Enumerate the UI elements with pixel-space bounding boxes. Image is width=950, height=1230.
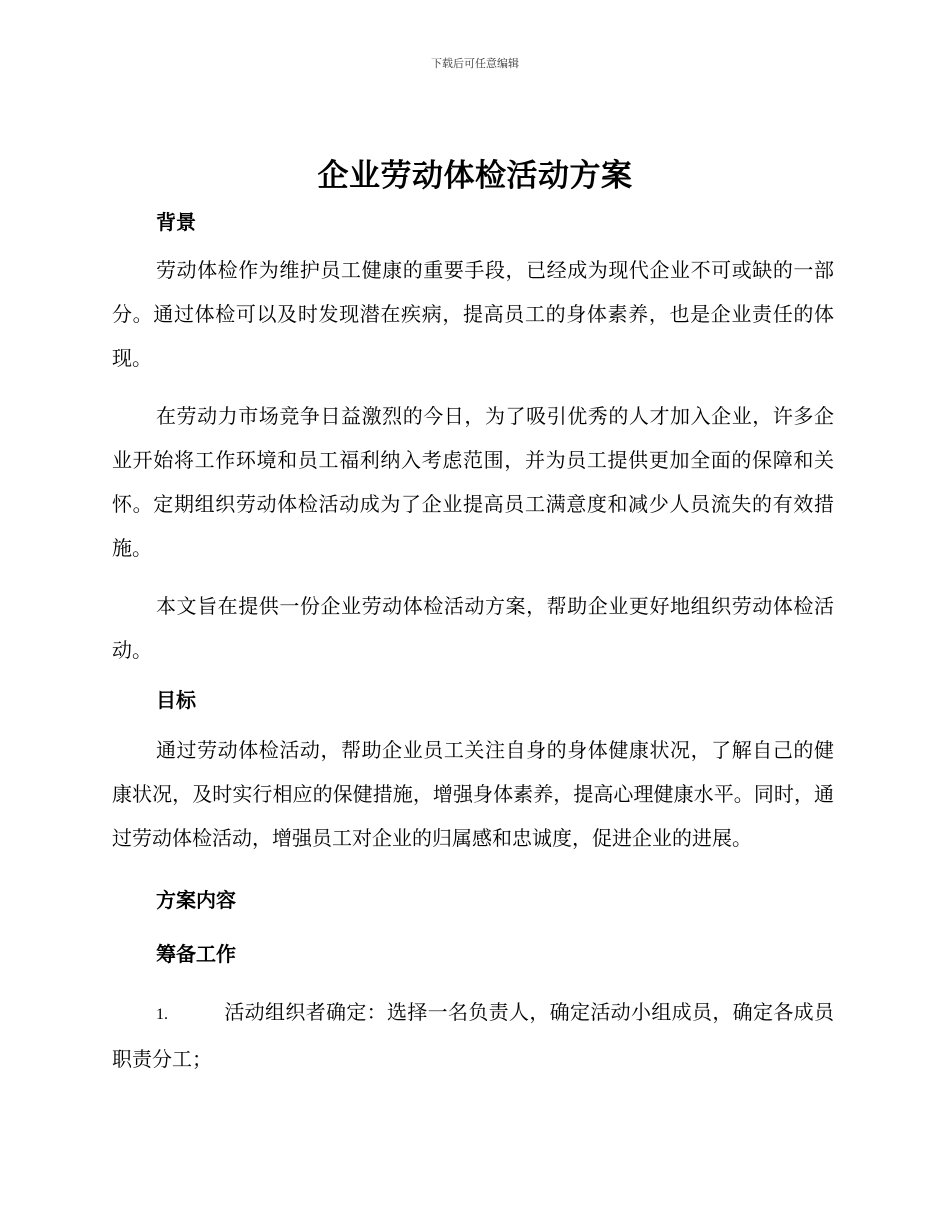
document-title: 企业劳动体检活动方案 (317, 158, 633, 194)
background-paragraph: 在劳动力市场竞争日益激烈的今日，为了吸引优秀的人才加入企业，许多企业开始将工作环境和员工福利纳入考虑范围，并为员工提供更加全面的保障和关怀。定期组织劳动体检活动成为了企业提高员工满意度和减少人员流失的有效措施。 (112, 404, 834, 560)
list-item-text: 活动组织者确定：选择一名负责人，确定活动小组成员，确定各成员职责分工； (112, 1000, 834, 1071)
goal-paragraph: 通过劳动体检活动，帮助企业员工关注自身的身体健康状况，了解自己的健康状况，及时实行相应的保健措施，增强身体素养，提高心理健康水平。同时，通过劳动体检活动，增强员工对企业的归属感和忠诚度，促进企业的进展。 (112, 738, 834, 850)
background-paragraph: 劳动体检作为维护员工健康的重要手段，已经成为现代企业不可或缺的一部分。通过体检可以及时发现潜在疾病，提高员工的身体素养，也是企业责任的体现。 (112, 258, 834, 370)
list-item-number: 1. (156, 1006, 168, 1023)
document-body (112, 208, 834, 1081)
section-heading-preparation: 筹备工作 (156, 942, 236, 966)
section-heading-background: 背景 (156, 210, 196, 234)
section-heading-plan: 方案内容 (156, 888, 236, 912)
page-header-note: 下载后可任意编辑 (431, 57, 519, 70)
section-heading-goal: 目标 (156, 688, 196, 712)
background-paragraph: 本文旨在提供一份企业劳动体检活动方案，帮助企业更好地组织劳动体检活动。 (112, 594, 834, 662)
list-item (112, 990, 834, 1081)
